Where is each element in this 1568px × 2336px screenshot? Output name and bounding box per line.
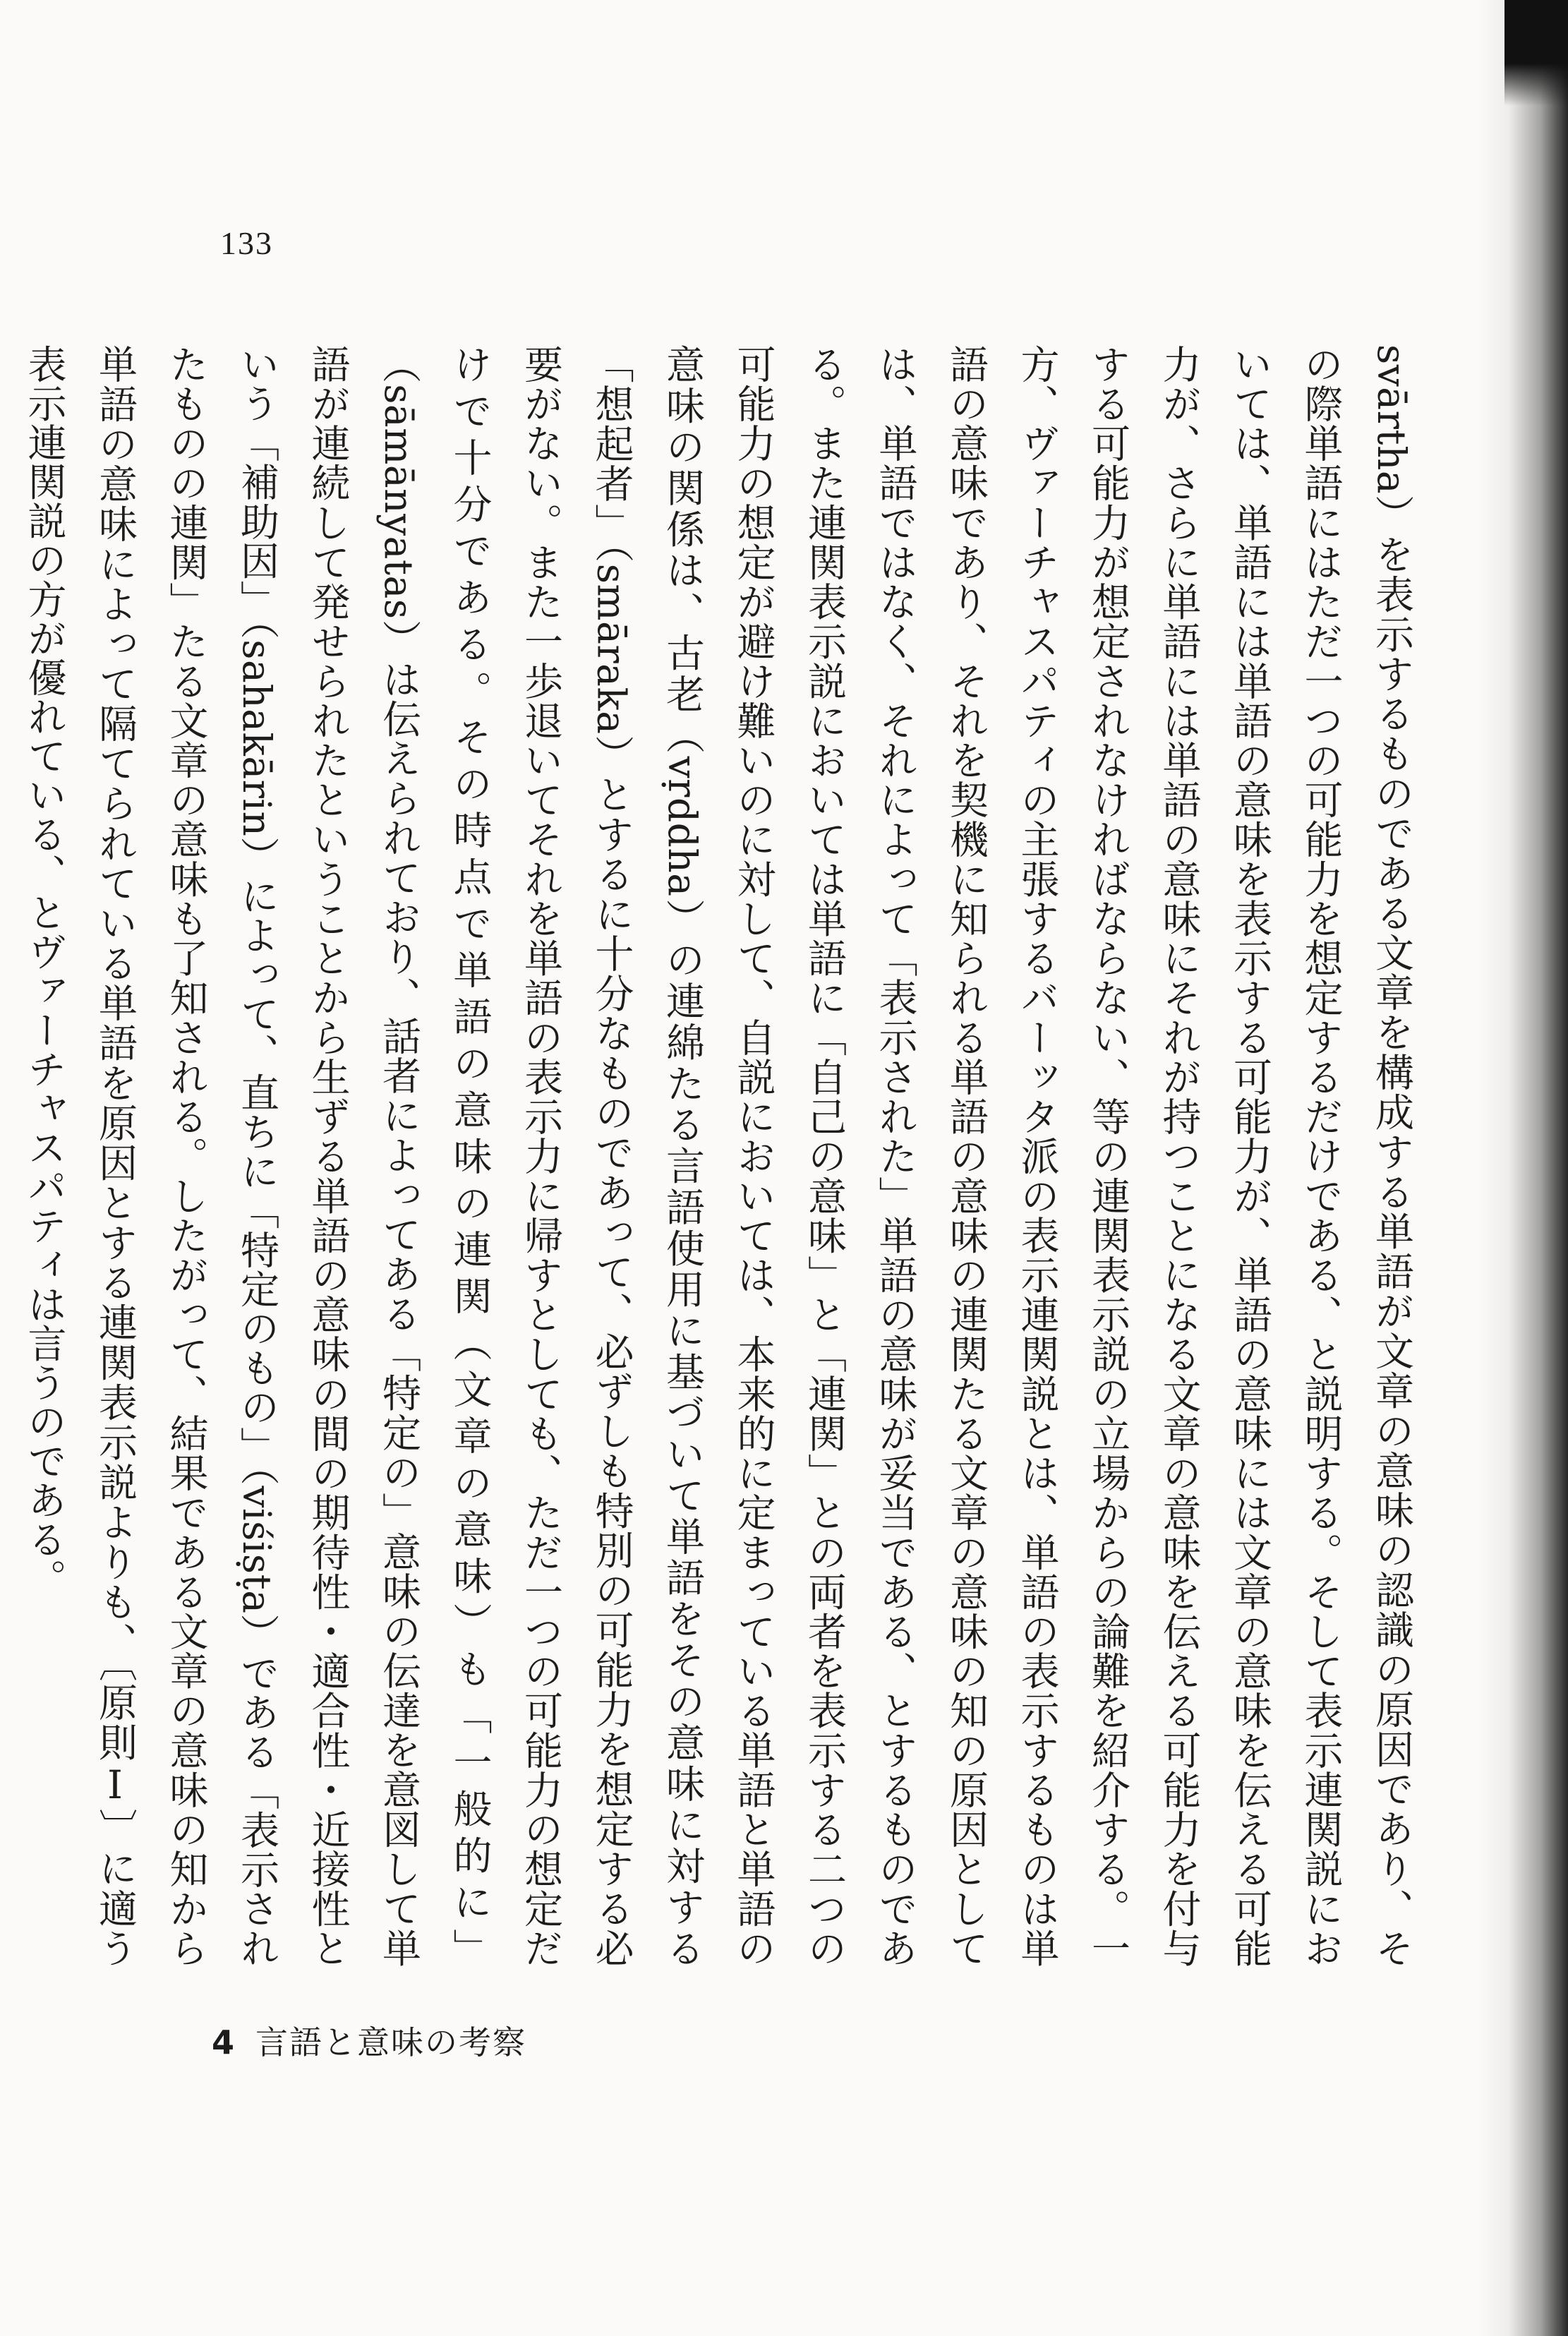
binding-shadow [1476,0,1568,2336]
body-text [21,344,1427,1968]
chapter-number: 4 [212,2023,235,2061]
chapter-title: 言語と意味の考察 [255,2023,527,2061]
running-head [212,2017,526,2064]
binding-edge [1504,0,1568,106]
paragraph-2 [0,344,8,1968]
page-number: 133 [220,225,273,261]
paragraph-1: svārtha）を表示するものである文章を構成する単語が文章の意味の認識の原因であり、その際単語にはただ一つの可能力を想定するだけである、と説明する。そして表示連関説においては、単語には単語の意味を表示する可能力が、単語の意味には文章の意味を伝える可能力が、さらに単語には単語の意味にそれが持つことになる文章の意味を伝える可能力を付与する可能力が想定されなければならない、等の連関表示説の立場からの論難を紹介する。一方、ヴァーチャスパティの主張するバーッタ派の表示連関説とは、単語の表示するものは単語の意味であり、それを契機に知られる単語の意味の連関たる文章の意味の知の原因としては、単語ではなく、それによって「表示された」単語の意味が妥当である、とするものである。また連関表示説においては単語に「自己の意味」と「連関」との両者を表示する二つの可能力の想定が避け難いのに対して、自説においては、本来的に定まっている単語と単語の意味の関係は、古老（vṛddha）の連綿たる言語使用に基づいて単語をその意味に対する「想起者」（smāraka）とするに十分なものであって、必ずしも特別の可能力を想定する必要がない。また一歩退いてそれを単語の表示力に帰すとしても、ただ一つの可能力の想定だけで十分である。その時点で単語の意味の連関（文章の意味）も「一般的に」（sāmānyatas）は伝えられており、話者によってある「特定の」意味の伝達を意図して単語が連続して発せられたということから生ずる単語の意味の間の期待性・適合性・近接性という「補助因」（sahakārin）によって、直ちに「特定のもの」（viśiṣṭa）である「表示されたものの連関」たる文章の意味も了知される。したがって、結果である文章の意味の知から単語の意味によって隔てられている単語を原因とする連関表示説よりも、〔原則Ⅰ〕に適う表示連関説の方が優れている、とヴァーチャスパティは言うのである。 [21,344,1414,1968]
